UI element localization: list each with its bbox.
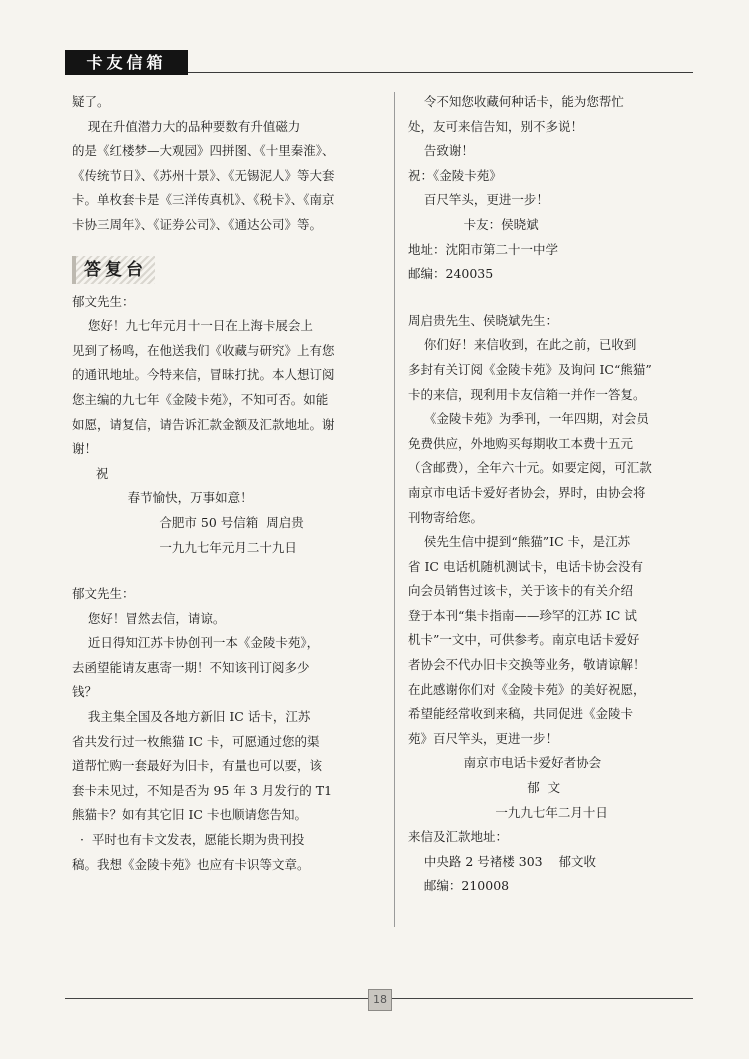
text-line: 处，友可来信告知，别不多说！ <box>408 118 584 134</box>
page-number: 18 <box>368 989 392 1011</box>
text-line: 周启贵先生、侯晓斌先生： <box>408 312 559 328</box>
header-bar <box>65 50 188 75</box>
text-line: 《传统节日》、《苏州十景》、《无锡泥人》等大套 <box>72 167 335 183</box>
text-line: 刊物寄给您。 <box>408 509 484 525</box>
text-line: 卡友：侯晓斌 <box>408 216 539 232</box>
text-line: 希望能经常收到来稿，共同促进《金陵卡 <box>408 706 634 722</box>
text-line: 祝：《金陵卡苑》 <box>408 167 502 183</box>
text-line: 地址：沈阳市第二十一中学 <box>408 241 559 257</box>
header-rule <box>188 72 693 73</box>
section-title: 答复台 <box>72 256 155 284</box>
text-line: 郁文先生： <box>72 586 135 602</box>
text-line: 见到了杨鸣，在他送我们《收藏与研究》上有您 <box>72 342 335 358</box>
intro-paragraph <box>72 90 382 238</box>
text-line: 如愿，请复信，请告诉汇款金额及汇款地址。谢 <box>72 416 335 432</box>
text-line: 疑了。 <box>72 94 110 109</box>
text-line: 稿。我想《金陵卡苑》也应有卡识等文章。 <box>72 856 310 872</box>
letter-zhou <box>72 290 382 561</box>
text-line: 卡协三周年》、《证券公司》、《通达公司》等。 <box>72 216 323 232</box>
left-column <box>72 90 382 877</box>
text-line: 您好！九七年元月十一日在上海卡展会上 <box>72 318 313 334</box>
text-line: 钱？ <box>72 684 98 700</box>
text-line: 卡的来信，现利用卡友信箱一并作一答复。 <box>408 386 646 402</box>
text-line: 在此感谢你们对《金陵卡苑》的美好祝愿， <box>408 681 646 697</box>
letter-hou <box>72 582 382 877</box>
text-line: 南京市电话卡爱好者协会 <box>408 755 602 771</box>
text-line: 邮编：210008 <box>408 878 510 894</box>
text-line: 近日得知江苏卡协创刊一本《金陵卡苑》， <box>72 635 320 651</box>
letter-hou-continued <box>408 90 693 287</box>
text-line: 省共发行过一枚熊猫 IC 卡，可愿通过您的渠 <box>72 733 320 749</box>
text-line: 者协会不代办旧卡交换等业务，敬请谅解！ <box>408 657 646 673</box>
text-line: 登于本刊“集卡指南——珍罕的江苏 IC 试 <box>408 607 637 623</box>
text-line: 的通讯地址。今特来信，冒昧打扰。本人想订阅 <box>72 367 335 383</box>
text-line: 百尺竿头，更进一步！ <box>408 192 549 208</box>
text-line: 你们好！来信收到，在此之前，已收到 <box>408 337 637 353</box>
text-line: · 平时也有卡文发表，愿能长期为贵刊投 <box>72 832 305 848</box>
text-line: （含邮费），全年六十元。如要定阅，可汇款 <box>408 460 652 476</box>
text-line: 一九九七年二月十日 <box>408 804 608 820</box>
text-line: 邮编：240035 <box>408 266 494 282</box>
text-line: 向会员销售过该卡，关于该卡的有关介绍 <box>408 583 634 599</box>
text-line: 省 IC 电话机随机测试卡，电话卡协会没有 <box>408 558 643 574</box>
text-line: 苑》百尺竿头，更进一步！ <box>408 730 559 746</box>
text-line: 祝 <box>72 465 109 481</box>
text-line: 侯先生信中提到“熊猫”IC 卡，是江苏 <box>408 534 631 550</box>
text-line: 的是《红楼梦—大观园》四拼图、《十里秦淮》、 <box>72 143 335 159</box>
text-line: 去函望能请友惠寄一期！不知该刊订阅多少 <box>72 659 310 675</box>
text-line: 谢！ <box>72 441 98 457</box>
text-line: 您主编的九七年《金陵卡苑》，不知可否。如能 <box>72 391 329 407</box>
text-line: 机卡”一文中，可供参考。南京电话卡爱好 <box>408 632 640 648</box>
text-line: 郁 文 <box>408 780 561 796</box>
text-line: 道帮忙购一套最好为旧卡，有量也可以要，该 <box>72 758 323 774</box>
text-line: 郁文先生： <box>72 293 135 309</box>
text-line: 《金陵卡苑》为季刊，一年四期，对会员 <box>408 411 649 427</box>
text-line: 南京市电话卡爱好者协会，界时，由协会将 <box>408 484 646 500</box>
text-line: 来信及汇款地址： <box>408 829 509 845</box>
text-line: 熊猫卡？如有其它旧 IC 卡也顺请您告知。 <box>72 807 307 823</box>
text-line: 您好！冒然去信，请谅。 <box>72 610 226 626</box>
reply-letter <box>408 309 693 899</box>
text-line: 合肥市 50 号信箱 周启贵 <box>72 514 304 530</box>
text-line: 一九九七年元月二十九日 <box>72 539 297 555</box>
text-line: 春节愉快，万事如意！ <box>72 490 253 506</box>
text-line: 现在升值潜力大的品种要数有升值磁力 <box>72 118 301 134</box>
text-line: 告致谢！ <box>408 143 474 159</box>
text-line: 令不知您收藏何种话卡，能为您帮忙 <box>408 94 624 109</box>
text-line: 卡。单枚套卡是《三洋传真机》、《税卡》、《南京 <box>72 192 335 208</box>
right-column <box>408 90 693 899</box>
text-line: 套卡未见过，不知是否为 95 年 3 月发行的 T1 <box>72 782 333 798</box>
text-line: 我主集全国及各地方新旧 IC 话卡，江苏 <box>72 709 311 725</box>
header-title: 卡友信箱 <box>86 53 167 72</box>
column-divider <box>394 92 395 927</box>
text-line: 中央路 2 号褚楼 303 郁文收 <box>408 853 597 869</box>
text-line: 免费供应，外地购买每期收工本费十五元 <box>408 435 634 451</box>
text-line: 多封有关订阅《金陵卡苑》及询问 IC“熊猫” <box>408 361 652 377</box>
